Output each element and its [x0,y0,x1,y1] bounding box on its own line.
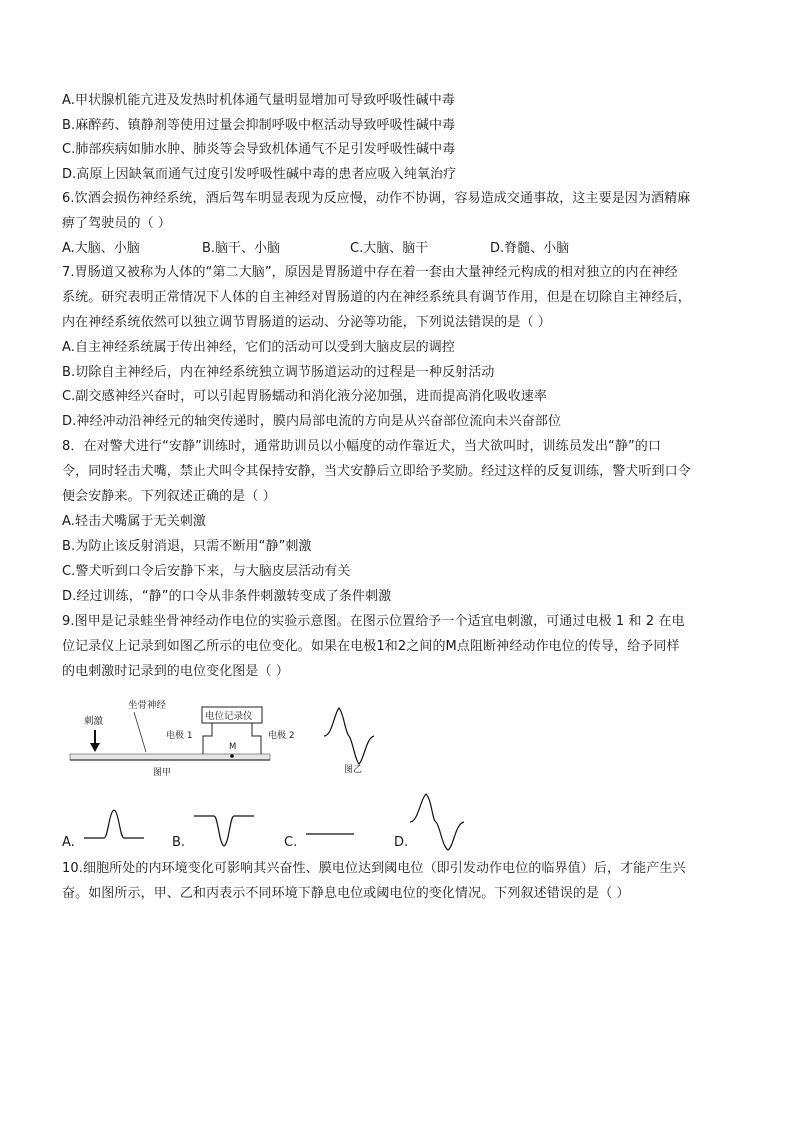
q5-option-c: C.肺部疾病如肺水肿、肺炎等会导致机体通气不足引发呼吸性碱中毒 [62,142,456,157]
waveform-a [84,810,144,838]
q8-option-b: B.为防止该反射消退，只需不断用“静”刺激 [62,539,312,554]
electrode2-label: 电极 2 [268,731,295,741]
q8-stem-line2: 令，同时轻击犬嘴，禁止犬叫令其保持安静，当犬安静后立即给予奖励。经过这样的反复训练，警犬听到口令 [62,464,691,479]
q7-option-b: B.切除自主神经后，内在神经系统独立调节肠道运动的过程是一种反射活动 [62,365,495,380]
q5-option-d: D.高原上因缺氧而通气过度引发呼吸性碱中毒的患者应吸入纯氧治疗 [62,167,457,182]
q8-option-d: D.经过训练，“静”的口令从非条件刺激转变成了条件刺激 [62,589,392,604]
q8-stem-line3: 便会安静来。下列叙述正确的是（ ） [62,489,276,504]
q10-stem-line1: 10.细胞所处的内环境变化可影响其兴奋性、膜电位达到阈电位（即引发动作电位的临界值）后，才能产生兴 [62,861,686,876]
figure-nerve-experiment [62,694,502,790]
q6-option-b: B.脑干、小脑 [202,241,281,256]
q9-option-c-label: C. [284,835,298,850]
fig-b-waveform [324,708,374,764]
q7-stem-line3: 内在神经系统依然可以独立调节胃肠道的运动、分泌等功能，下列说法错误的是（ ） [62,315,551,330]
q8-stem-line1: 8．在对警犬进行“安静”训练时，通常助训员以小幅度的动作靠近犬，当犬欲叫时，训练员发出“静”的口 [62,439,662,454]
q8-option-c: C.警犬听到口令后安静下来，与大脑皮层活动有关 [62,564,351,579]
q9-stem-line1: 9.图甲是记录蛙坐骨神经动作电位的实验示意图。在图示位置给予一个适宜电刺激，可通过电极 1 和 2 在电 [62,614,685,629]
q7-stem-line1: 7.胃肠道又被称为人体的“第二大脑”，原因是胃肠道中存在着一套由大量神经元构成的相对独立的内在神经 [62,265,678,280]
stimulus-arrow-icon [90,743,100,752]
q9-option-b-label: B. [172,835,186,850]
recorder-label: 电位记录仪 [205,711,253,722]
q6-stem-line1: 6.饮酒会损伤神经系统，酒后驾车明显表现为反应慢，动作不协调，容易造成交通事故，这主要是因为酒精麻 [62,191,691,206]
q9-option-a-label: A. [62,835,75,850]
fig-a-label: 图甲 [153,768,172,778]
fig-b-label: 图乙 [344,765,363,775]
q9-stem-line2: 位记录仪上记录到如图乙所示的电位变化。如果在电极1和2之间的M点阻断神经动作电位的传导，给予同样 [62,639,680,654]
q7-option-a: A.自主神经系统属于传出神经，它们的活动可以受到大脑皮层的调控 [62,340,455,355]
q6-option-c: C.大脑、脑干 [350,241,429,256]
waveform-b [194,816,254,846]
q6-option-a: A.大脑、小脑 [62,241,140,256]
q5-option-b: B.麻醉药、镇静剂等使用过量会抑制呼吸中枢活动导致呼吸性碱中毒 [62,118,456,133]
q8-option-a: A.轻击犬嘴属于无关刺激 [62,514,206,529]
q6-option-d: D.脊髓、小脑 [490,241,570,256]
q9-stem-line3: 的电刺激时记录到的电位变化图是（ ） [62,664,289,679]
electrode1-label: 电极 1 [166,731,193,741]
q5-option-a: A.甲状腺机能亢进及发热时机体通气量明显增加可导致呼吸性碱中毒 [62,93,455,108]
q7-stem-line2: 系统。研究表明正常情况下人体的自主神经对胃肠道的内在神经系统具有调节作用，但是在切除自主神经后， [62,290,691,305]
q6-stem-line2: 痹了驾驶员的（ ） [62,216,172,231]
q7-option-d: D.神经冲动沿神经元的轴突传递时，膜内局部电流的方向是从兴奋部位流向未兴奋部位 [62,414,562,429]
nerve-fiber [70,754,270,760]
stimulus-label: 刺激 [84,716,104,727]
nerve-label: 坐骨神经 [128,700,167,711]
point-m [230,754,234,758]
waveform-d [410,794,464,850]
q7-option-c: C.副交感神经兴奋时，可以引起胃肠蠕动和消化液分泌加强，进而提高消化吸收速率 [62,389,548,404]
q10-stem-line2: 奋。如图所示，甲、乙和丙表示不同环境下静息电位或阈电位的变化情况。下列叙述错误的是（ ） [62,886,630,901]
q9-option-d-label: D. [394,835,409,850]
q9-option-waveforms [62,790,502,854]
point-m-label: M [229,742,237,752]
